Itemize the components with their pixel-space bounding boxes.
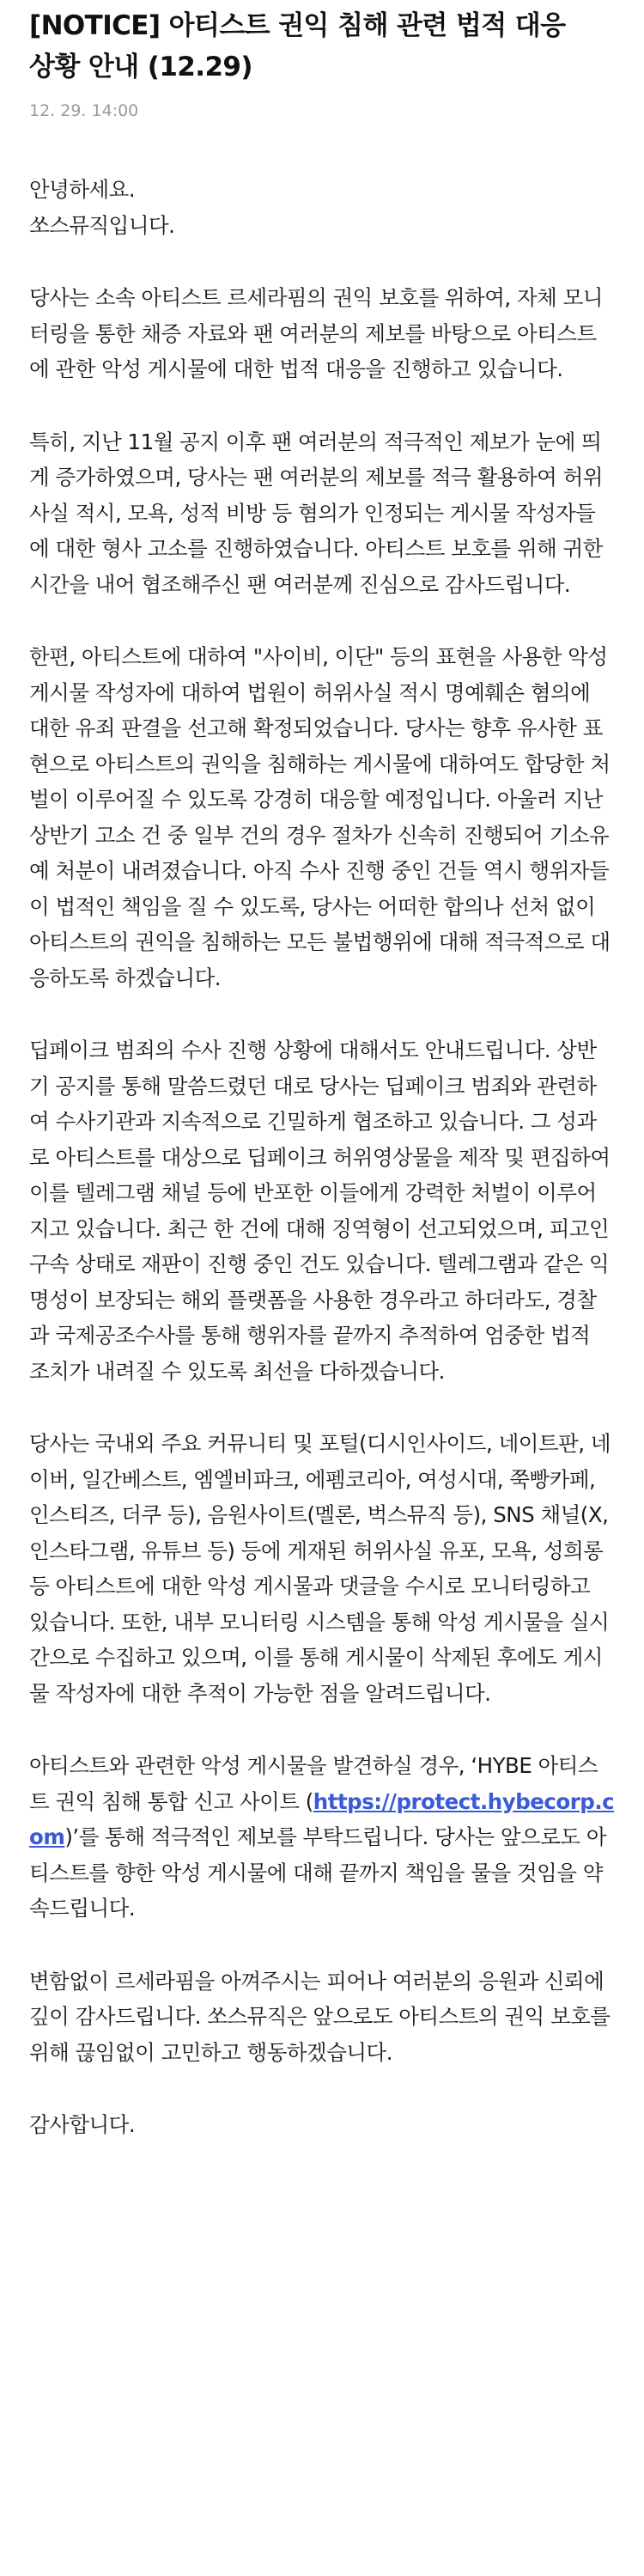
body-paragraph-report	[29, 1748, 615, 1927]
body-paragraph-verdict: 한편, 아티스트에 대하여 "사이비, 이단" 등의 표현을 사용한 악성 게시물 작성자에 대하여 법원이 허위사실 적시 명예훼손 혐의에 대한 유죄 판결을 선고해 확정되었습니다. 당사는 향후 유사한 표현으로 아티스트의 권익을 침해하는 게시물에 대하여도 합당한 처벌이 이루어질 수 있도록 강경히 대응할 예정입니다. 아울러 지난 상반기 고소 건 중 일부 건의 경우 절차가 신속히 진행되어 기소유예 처분이 내려졌습니다. 아직 수사 진행 중인 건들 역시 행위자들이 법적인 책임을 질 수 있도록, 당사는 어떠한 합의나 선처 없이 아티스트의 권익을 침해하는 모든 불법행위에 대해 적극적으로 대응하도록 하겠습니다.	[29, 644, 611, 990]
body-paragraph-monitoring: 당사는 소속 아티스트 르세라핌의 권익 보호를 위하여, 자체 모니터링을 통한 채증 자료와 팬 여러분의 제보를 바탕으로 아티스트에 관한 악성 게시물에 대한 법적 대응을 진행하고 있습니다.	[29, 285, 603, 381]
greeting-paragraph	[29, 172, 615, 243]
body-paragraph-complaints: 특히, 지난 11월 공지 이후 팬 여러분의 적극적인 제보가 눈에 띄게 증가하였으며, 당사는 팬 여러분의 제보를 적극 활용하여 허위사실 적시, 모욕, 성적 비방 등 혐의가 인정되는 게시물 작성자들에 대한 형사 고소를 진행하였습니다. 아티스트 보호를 위해 귀한 시간을 내어 협조해주신 팬 여러분께 진심으로 감사드립니다.	[29, 429, 603, 597]
notice-title: [NOTICE] 아티스트 권익 침해 관련 법적 대응 상황 안내 (12.29)	[29, 10, 566, 82]
notice-date: 12. 29. 14:00	[29, 101, 139, 120]
greeting-line: 쏘스뮤직입니다.	[29, 212, 175, 238]
report-text-before: 아티스트와 관련한 악성 게시물을 발견하실 경우, ‘HYBE 아티스트 권익 침해 통합 신고 사이트 (	[29, 1753, 598, 1814]
closing-text: 감사합니다.	[29, 2112, 136, 2137]
body-paragraph-deepfake: 딥페이크 범죄의 수사 진행 상황에 대해서도 안내드립니다. 상반기 공지를 통해 말씀드렸던 대로 당사는 딥페이크 범죄와 관련하여 수사기관과 지속적으로 긴밀하게 협조하고 있습니다. 그 성과로 아티스트를 대상으로 딥페이크 허위영상물을 제작 및 편집하여 이를 텔레그램 채널 등에 반포한 이들에게 강력한 처벌이 이루어지고 있습니다. 최근 한 건에 대해 징역형이 선고되었으며, 피고인 구속 상태로 재판이 진행 중인 건도 있습니다. 텔레그램과 같은 익명성이 보장되는 해외 플랫폼을 사용한 경우라고 하더라도, 경찰과 국제공조수사를 통해 행위자를 끝까지 추적하여 엄중한 법적 조치가 내려질 수 있도록 최선을 다하겠습니다.	[29, 1038, 611, 1384]
body-paragraph-platforms: 당사는 국내외 주요 커뮤니티 및 포털(디시인사이드, 네이트판, 네이버, 일간베스트, 엠엘비파크, 에펨코리아, 여성시대, 쭉빵카페, 인스티즈, 더쿠 등), 음원사이트(멜론, 벅스뮤직 등), SNS 채널(X, 인스타그램, 유튜브 등) 등에 게재된 허위사실 유포, 모욕, 성희롱 등 아티스트에 대한 악성 게시물과 댓글을 수시로 모니터링하고 있습니다. 또한, 내부 모니터링 시스템을 통해 악성 게시물을 실시간으로 수집하고 있으며, 이를 통해 게시물이 삭제된 후에도 게시물 작성자에 대한 추적이 가능한 점을 알려드립니다.	[29, 1431, 611, 1706]
report-text-after: )’를 통해 적극적인 제보를 부탁드립니다. 당사는 앞으로도 아티스트를 향한 악성 게시물에 대해 끝까지 책임을 물을 것임을 약속드립니다.	[29, 1824, 607, 1921]
greeting-line: 안녕하세요.	[29, 177, 136, 202]
body-paragraph-thanks: 변함없이 르세라핌을 아껴주시는 피어나 여러분의 응원과 신뢰에 깊이 감사드립니다. 쏘스뮤직은 앞으로도 아티스트의 권익 보호를 위해 끊임없이 고민하고 행동하겠습니다.	[29, 1968, 611, 2065]
report-site-link[interactable]: https://protect.hybecorp.com	[29, 1788, 615, 1849]
notice-body	[29, 172, 615, 2143]
